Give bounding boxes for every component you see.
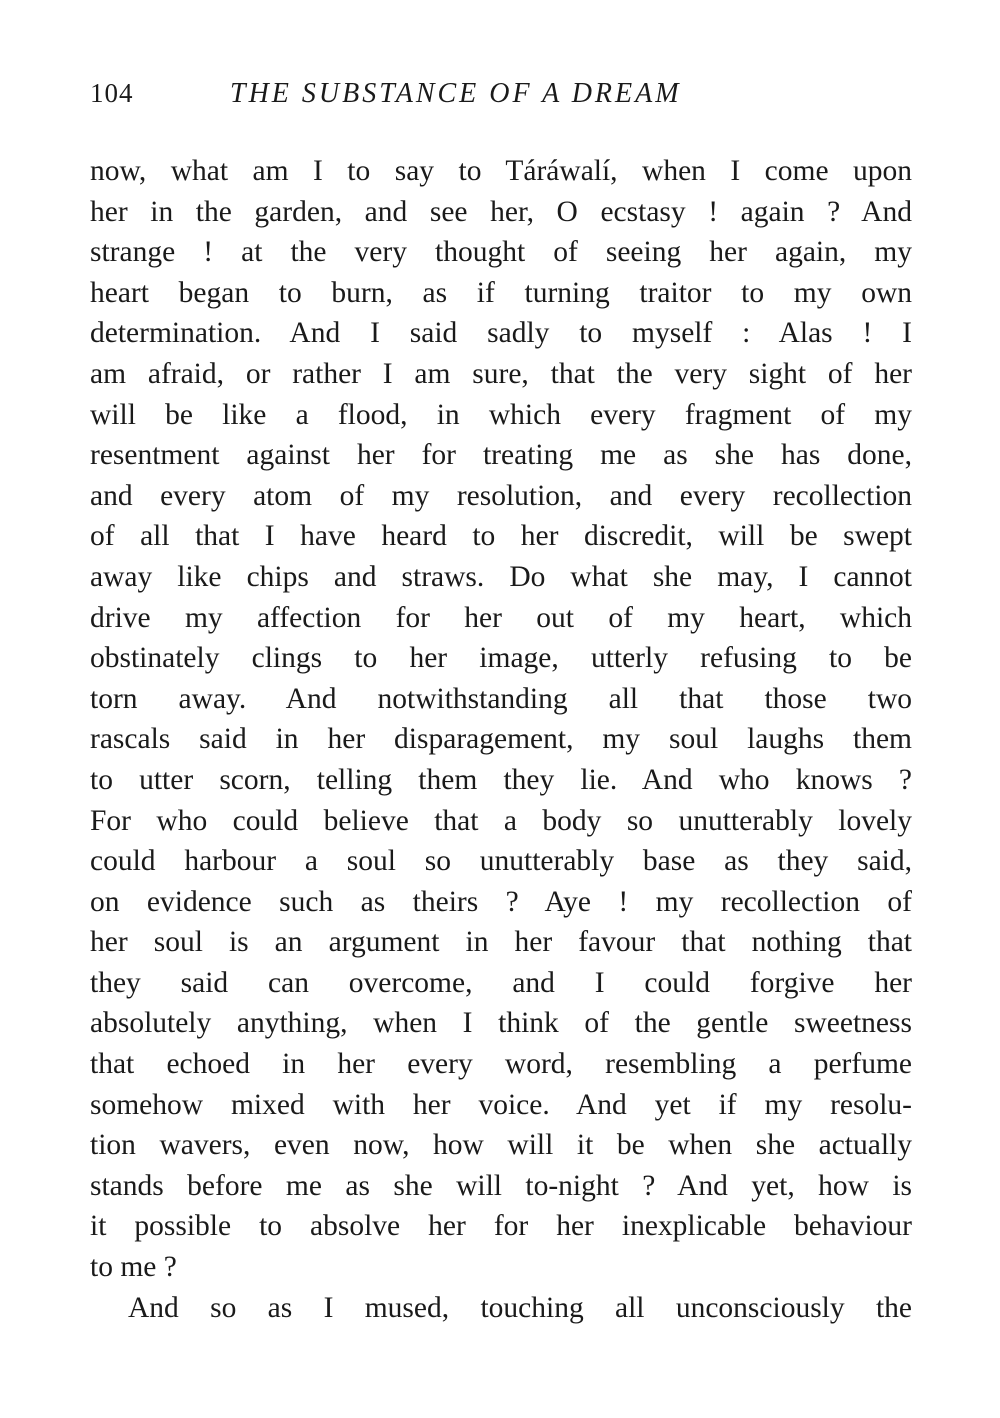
- text-line: torn away. And notwithstanding all that those two: [90, 682, 912, 715]
- running-head: [90, 78, 912, 118]
- text-line: somehow mixed with her voice. And yet if my resolu-: [90, 1088, 912, 1121]
- page-number: 104: [90, 78, 134, 108]
- text-line: stands before me as she will to-night ? And yet, how is: [90, 1169, 912, 1202]
- text-line: could harbour a soul so unutterably base as they said,: [90, 845, 912, 878]
- text-line: away like chips and straws. Do what she may, I cannot: [90, 560, 912, 593]
- text-line: now, what am I to say to Táráwalí, when I come upon: [90, 155, 912, 187]
- text-line: her soul is an argument in her favour that nothing that: [90, 926, 912, 959]
- text-line: drive my affection for her out of my heart, which: [90, 601, 912, 634]
- text-line: that echoed in her every word, resembling a perfume: [90, 1048, 912, 1081]
- text-line: to utter scorn, telling them they lie. And who knows ?: [90, 763, 912, 796]
- text-line: resentment against her for treating me as she has done,: [90, 439, 912, 472]
- text-line: strange ! at the very thought of seeing her again, my: [90, 236, 912, 269]
- text-line: rascals said in her disparagement, my soul laughs them: [90, 723, 912, 756]
- text-line: it possible to absolve her for her inexplicable behaviour: [90, 1210, 912, 1243]
- text-line: her in the garden, and see her, O ecstasy ! again ? And: [90, 195, 912, 228]
- text-line: determination. And I said sadly to myself : Alas ! I: [90, 317, 912, 350]
- paragraph-first-line: And so as I mused, touching all unconsciously the: [128, 1291, 912, 1324]
- text-line: absolutely anything, when I think of the gentle sweetness: [90, 1007, 912, 1040]
- text-line: heart began to burn, as if turning traitor to my own: [90, 276, 912, 309]
- text-line: to me ?: [90, 1251, 177, 1284]
- text-line: and every atom of my resolution, and every recollection: [90, 479, 912, 512]
- text-line: For who could believe that a body so unutterably lovely: [90, 804, 912, 837]
- text-line: am afraid, or rather I am sure, that the very sight of her: [90, 357, 912, 390]
- text-line: on evidence such as theirs ? Aye ! my recollection of: [90, 885, 912, 918]
- text-line: will be like a flood, in which every fragment of my: [90, 398, 912, 431]
- body-text: [90, 151, 912, 1328]
- text-line: of all that I have heard to her discredit, will be swept: [90, 520, 912, 553]
- text-line: obstinately clings to her image, utterly refusing to be: [90, 642, 912, 675]
- text-line: tion wavers, even now, how will it be when she actually: [90, 1129, 912, 1162]
- running-title: THE SUBSTANCE OF A DREAM: [230, 78, 682, 109]
- text-line: they said can overcome, and I could forgive her: [90, 966, 912, 999]
